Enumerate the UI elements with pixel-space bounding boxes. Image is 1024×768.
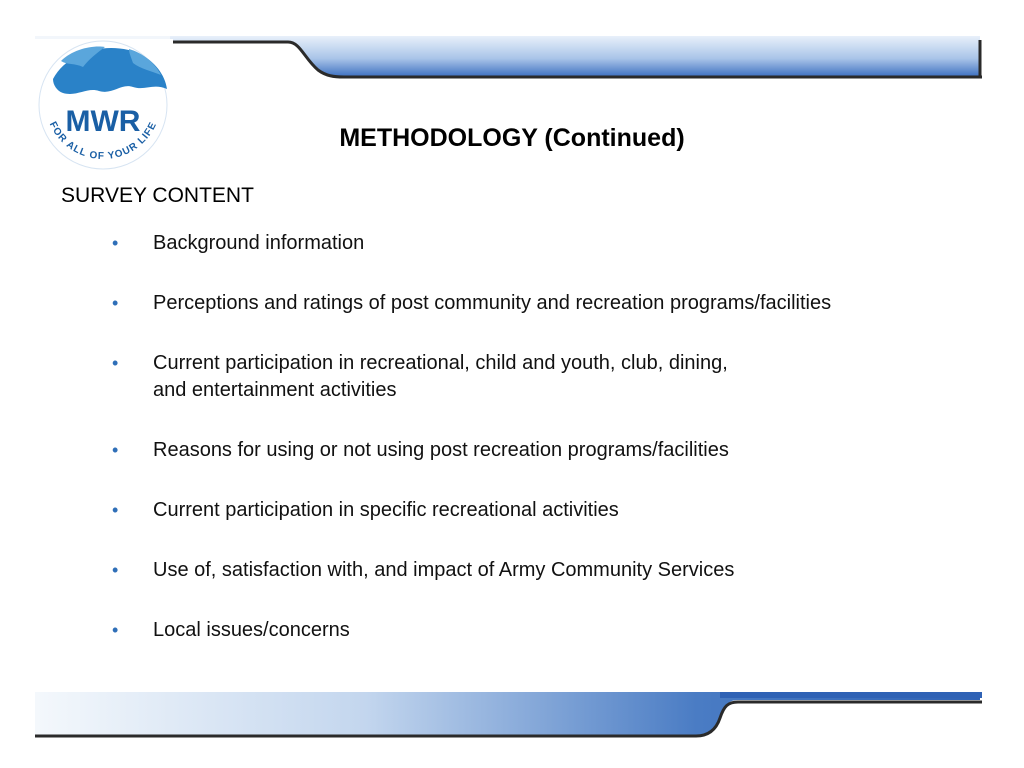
bullet-text: Perceptions and ratings of post community and recreation programs/facilities [153,292,832,314]
bullet-item [112,617,992,644]
bullet-list [112,230,992,677]
bullet-item [112,557,992,584]
bottom-banner [0,684,1024,744]
bullet-dot-icon: • [112,500,119,520]
bullet-text-continued: and entertainment activities [153,379,397,401]
bullet-item [112,437,992,464]
bullet-text: Current participation in specific recreational activities [153,499,619,521]
bullet-dot-icon: • [112,440,119,460]
bullet-dot-icon: • [112,353,119,373]
bullet-item [112,350,992,404]
bullet-item [112,230,992,257]
section-heading: SURVEY CONTENT [61,184,254,207]
bullet-text: Local issues/concerns [153,619,350,641]
slide-title: METHODOLOGY (Continued) [339,124,685,152]
bullet-item [112,497,992,524]
bullet-text: Use of, satisfaction with, and impact of Army Community Services [153,559,735,581]
bullet-text: Current participation in recreational, child and youth, club, dining, [153,352,728,374]
bullet-dot-icon: • [112,233,119,253]
bullet-text: Background information [153,232,365,254]
logo-ring-text: FOR ALL OF YOUR LIFE [46,120,160,163]
bullet-dot-icon: • [112,560,119,580]
logo-text: MWR [65,105,141,138]
bullet-dot-icon: • [112,620,119,640]
bullet-dot-icon: • [112,293,119,313]
mwr-logo [33,39,173,177]
bullet-text: Reasons for using or not using post recreation programs/facilities [153,439,729,461]
bullet-item [112,290,992,317]
